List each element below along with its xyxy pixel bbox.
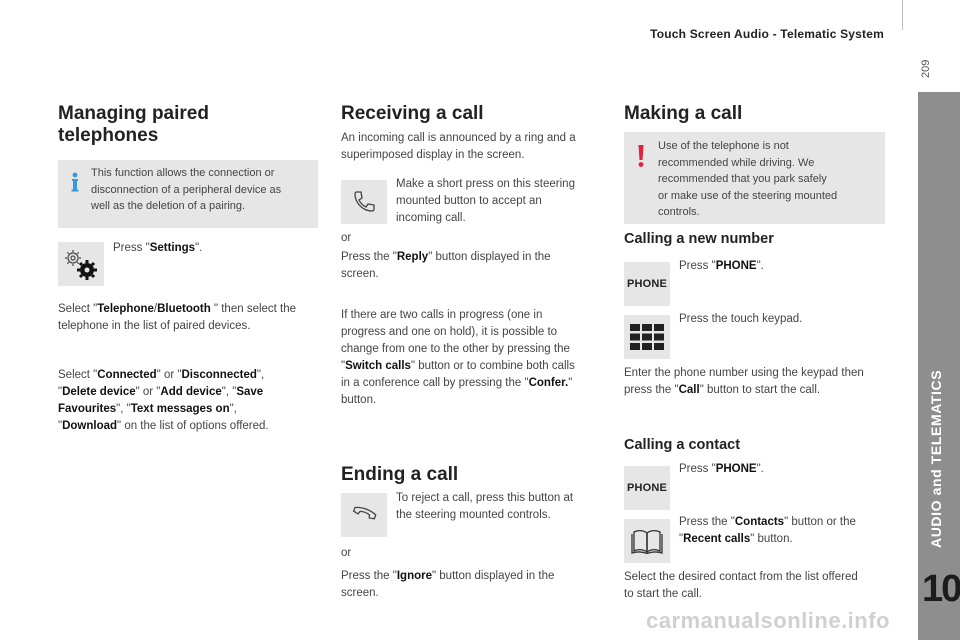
- page-header-title: Touch Screen Audio - Telematic System: [650, 27, 884, 41]
- or-text: or: [341, 232, 352, 244]
- press-phone-text: Press "PHONE".: [679, 260, 764, 272]
- subsection-title-new-number: Calling a new number: [624, 231, 774, 247]
- contacts-book-icon: [631, 528, 663, 554]
- section-title-making: Making a call: [624, 103, 743, 124]
- press-contacts-text: Press the "Contacts" button or the "Recent calls" button.: [679, 516, 856, 545]
- phone-button-label: PHONE: [626, 482, 668, 494]
- keypad-icon: [629, 323, 665, 351]
- reject-text: To reject a call, press this button at the steering mounted controls.: [396, 492, 574, 521]
- press-phone-text-2: Press "PHONE".: [679, 463, 764, 475]
- enter-number-text: Enter the phone number using the keypad then press the "Call" button to start the call.: [624, 367, 864, 396]
- section-title-managing: Managing paired telephones: [58, 103, 209, 146]
- chapter-number: 10: [922, 568, 960, 610]
- chapter-sidebar-label: AUDIO and TELEMATICS: [928, 369, 944, 548]
- hang-up-icon: [349, 505, 379, 525]
- warning-exclamation-icon: [637, 144, 645, 168]
- info-note: [58, 160, 318, 228]
- warning-note-line: recommended that you park safely: [658, 173, 827, 185]
- press-keypad-text: Press the touch keypad.: [679, 313, 803, 325]
- warning-note: [624, 132, 885, 224]
- step-select-telephone: Select "Telephone/Bluetooth " then select the telephone in the list of paired devices.: [58, 303, 297, 332]
- warning-note-line: controls.: [658, 206, 700, 218]
- short-press-text: Make a short press on this steering mounted button to accept an incoming call.: [396, 178, 575, 224]
- subsection-title-contact: Calling a contact: [624, 437, 741, 453]
- section-title-ending: Ending a call: [341, 464, 459, 485]
- or-text: or: [341, 547, 352, 559]
- ignore-text: Press the "Ignore" button displayed in the screen.: [341, 570, 555, 599]
- phone-handset-icon: [350, 188, 378, 216]
- info-note-line: disconnection of a peripheral device as: [91, 183, 282, 196]
- accept-call-icon-box: [341, 180, 387, 224]
- info-icon: [70, 172, 80, 192]
- phone-button-box: [624, 466, 670, 510]
- reply-text: Press the "Reply" button displayed in the screen.: [341, 251, 551, 280]
- warning-note-line: recommended while driving. We: [658, 156, 815, 169]
- info-note-line: well as the deletion of a pairing.: [91, 200, 246, 212]
- phone-button-box: [624, 262, 670, 306]
- receiving-intro: An incoming call is announced by a ring and a superimposed display in the screen.: [341, 132, 576, 161]
- two-calls-text: If there are two calls in progress (one in progress and one on hold), it is possible to change from one to the other by pressing the "Switch calls" button or to combine both calls in a conference call by pressing the "Confer." button.: [341, 309, 575, 406]
- keypad-button-box: [624, 315, 670, 359]
- reject-call-icon-box: [341, 493, 387, 537]
- contacts-button-box: [624, 519, 670, 563]
- info-note-line: This function allows the connection or: [91, 167, 275, 179]
- page-number: 209: [920, 59, 932, 78]
- step-press-settings: Press "Settings".: [113, 242, 203, 254]
- watermark: carmanualsonline.info: [646, 608, 890, 633]
- settings-button-icon-box: [58, 242, 104, 286]
- warning-note-line: or make use of the steering mounted: [658, 189, 838, 202]
- settings-icon: [61, 246, 101, 282]
- phone-button-label: PHONE: [626, 278, 668, 290]
- select-contact-text: Select the desired contact from the list offered to start the call.: [624, 571, 858, 600]
- step-select-options: Select "Connected" or "Disconnected", "Delete device" or "Add device", "Save Favourites", "Text messages on", "Download" on the list of options offered.: [58, 369, 269, 432]
- section-title-receiving: Receiving a call: [341, 103, 484, 124]
- warning-note-line: Use of the telephone is not: [658, 140, 789, 152]
- header-divider: [902, 0, 903, 30]
